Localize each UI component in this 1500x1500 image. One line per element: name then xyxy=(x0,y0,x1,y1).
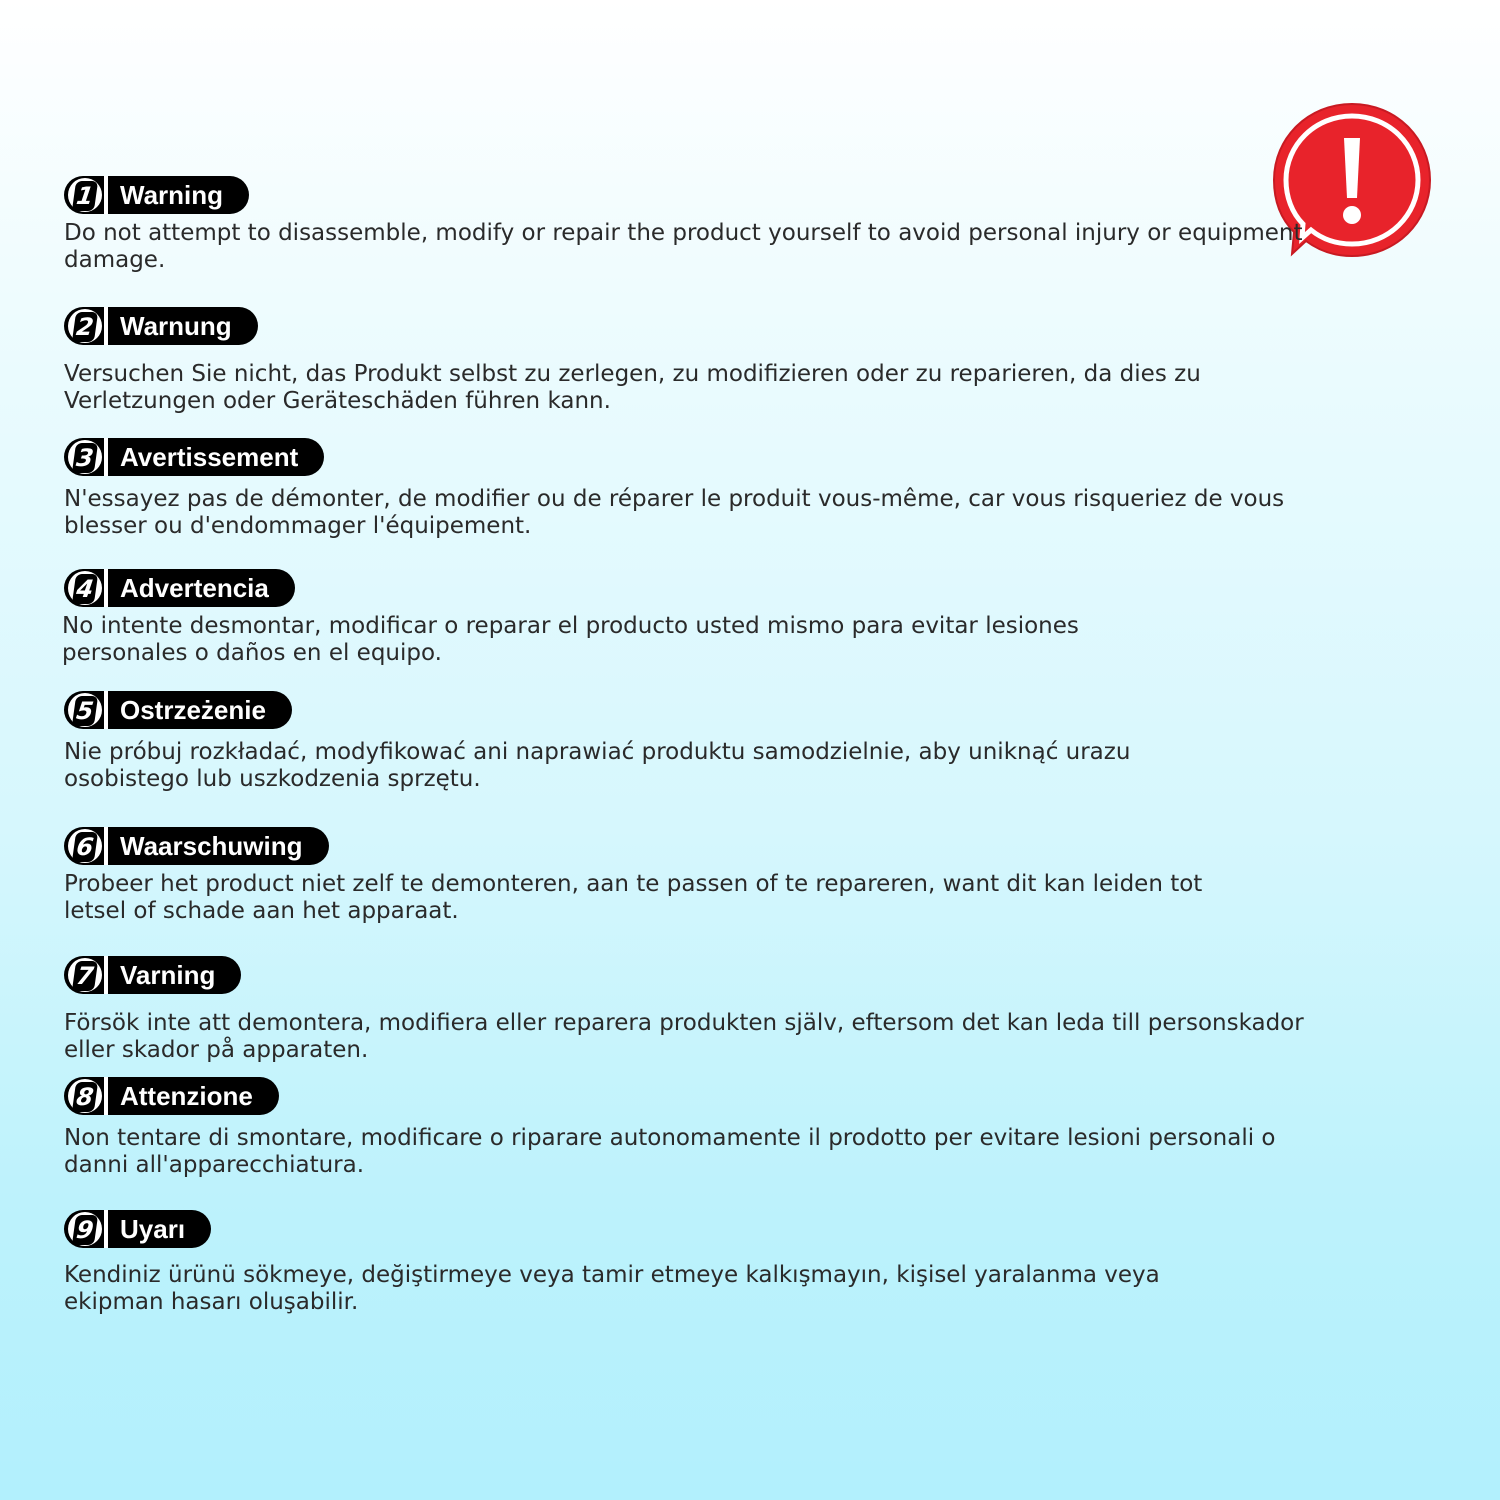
badge-divider xyxy=(104,1077,108,1115)
warning-item xyxy=(64,307,1304,415)
badge-divider xyxy=(104,307,108,345)
number-icon: 1 xyxy=(68,178,102,212)
number-icon: 4 xyxy=(68,571,102,605)
badge-divider xyxy=(104,956,108,994)
warning-text: Kendiniz ürünü sökmeye, değiştirmeye veya tamir etmeye kalkışmayın, kişisel yaralanma veya ekipman hasarı oluşabilir. xyxy=(64,1262,1160,1315)
warning-text: Non tentare di smontare, modificare o riparare autonomamente il prodotto per evitare lesioni personali o danni all'apparecchiatura. xyxy=(64,1125,1276,1178)
warning-badge xyxy=(64,956,241,994)
warning-badge xyxy=(64,1210,211,1248)
warning-item xyxy=(64,956,1304,1064)
number-icon: 2 xyxy=(68,309,102,343)
warning-badge xyxy=(64,176,249,214)
warning-badge xyxy=(64,691,292,729)
number-icon: 6 xyxy=(68,829,102,863)
warning-text: Versuchen Sie nicht, das Produkt selbst zu zerlegen, zu modifizieren oder zu reparieren, da dies zu Verletzungen oder Geräteschäden führen kann. xyxy=(64,361,1201,414)
badge-divider xyxy=(104,691,108,729)
number-icon: 7 xyxy=(68,958,102,992)
warning-item xyxy=(64,827,1304,925)
warning-text: Nie próbuj rozkładać, modyfikować ani naprawiać produktu samodzielnie, aby uniknąć urazu osobistego lub uszkodzenia sprzętu. xyxy=(64,739,1131,792)
warning-title: Warning xyxy=(120,180,224,210)
warning-badge xyxy=(64,569,295,607)
warning-title: Attenzione xyxy=(120,1081,253,1111)
badge-divider xyxy=(104,438,108,476)
warning-text: Probeer het product niet zelf te demonteren, aan te passen of te repareren, want dit kan leiden tot letsel of schade aan het apparaat. xyxy=(64,871,1203,924)
warning-item xyxy=(64,1077,1304,1179)
badge-divider xyxy=(104,827,108,865)
warning-item xyxy=(64,569,1304,667)
badge-divider xyxy=(104,569,108,607)
warning-text: N'essayez pas de démonter, de modifier ou de réparer le produit vous-même, car vous risqueriez de vous blesser ou d'endommager l'équipement. xyxy=(64,486,1285,539)
warning-text: No intente desmontar, modificar o reparar el producto usted mismo para evitar lesiones personales o daños en el equipo. xyxy=(62,613,1079,666)
number-icon: 3 xyxy=(68,440,102,474)
number-icon: 5 xyxy=(68,693,102,727)
warning-item xyxy=(64,176,1304,274)
warning-item xyxy=(64,1210,1304,1316)
number-icon: 8 xyxy=(68,1079,102,1113)
badge-divider xyxy=(104,176,108,214)
warning-badge xyxy=(64,1077,279,1115)
warning-item xyxy=(64,691,1304,793)
warning-badge xyxy=(64,307,258,345)
warning-badge xyxy=(64,827,329,865)
warning-title: Warnung xyxy=(120,311,232,341)
warning-badge xyxy=(64,438,324,476)
warning-title: Advertencia xyxy=(120,573,269,603)
warning-title: Uyarı xyxy=(120,1214,186,1244)
warning-title: Waarschuwing xyxy=(120,831,303,861)
warning-text: Försök inte att demontera, modifiera eller reparera produkten själv, eftersom det kan leda till personskador eller skador på apparaten. xyxy=(64,1010,1304,1063)
warning-item xyxy=(64,438,1304,540)
warning-title: Ostrzeżenie xyxy=(120,695,266,725)
badge-divider xyxy=(104,1210,108,1248)
warning-title: Varning xyxy=(120,960,216,990)
number-icon: 9 xyxy=(68,1212,102,1246)
warning-title: Avertissement xyxy=(120,442,299,472)
warning-text: Do not attempt to disassemble, modify or repair the product yourself to avoid personal injury or equipment damage. xyxy=(64,220,1303,273)
